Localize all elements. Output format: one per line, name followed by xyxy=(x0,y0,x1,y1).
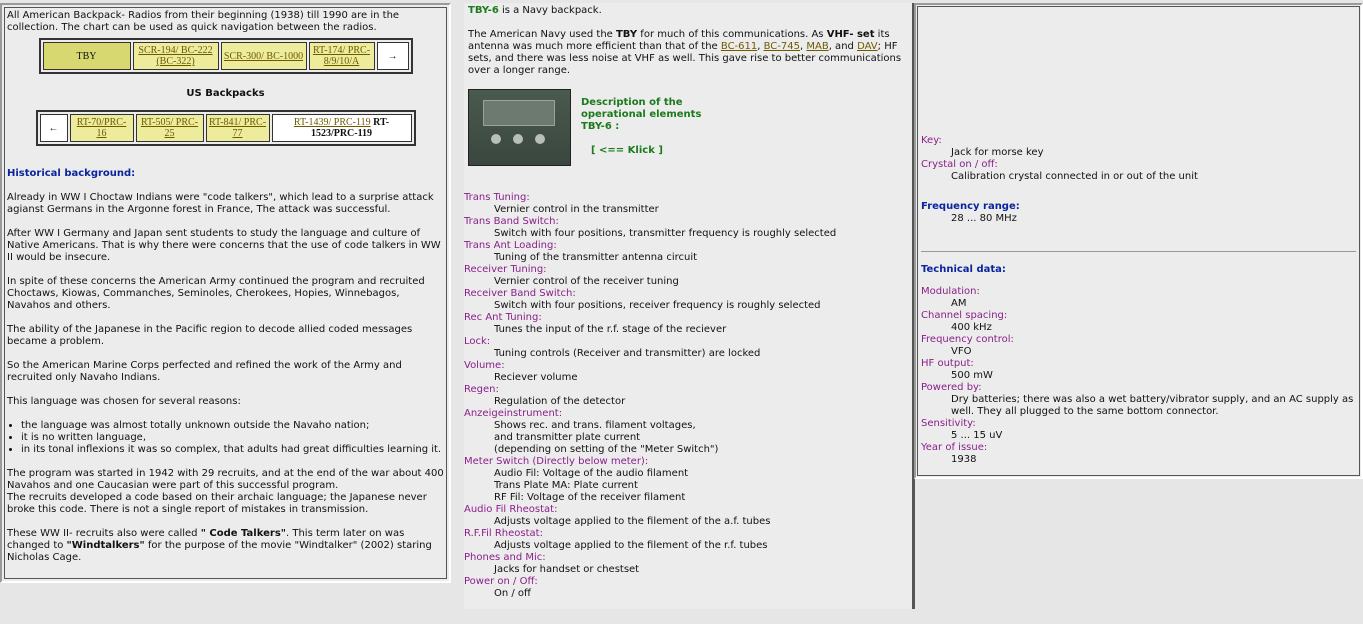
element-desc: AM xyxy=(951,298,967,309)
list-item: • the language was almost totally unknown outside the Navaho nation; xyxy=(21,420,444,432)
element-desc: Trans Plate MA: Plate current xyxy=(494,480,638,491)
element-label: Channel spacing: xyxy=(921,310,1008,321)
link-bc745[interactable]: BC-745 xyxy=(763,41,800,52)
element-label: Audio Fil Rheostat: xyxy=(464,504,558,515)
divider xyxy=(921,251,1356,252)
element-label: Modulation: xyxy=(921,286,980,297)
right-content xyxy=(917,6,1360,476)
element-label: Key: xyxy=(921,135,942,146)
backpacks-title: US Backpacks xyxy=(186,88,265,99)
element-label: Trans Tuning: xyxy=(464,192,530,203)
element-label: Sensitivity: xyxy=(921,418,976,429)
element-desc: 400 kHz xyxy=(951,322,992,333)
element-desc: Dry batteries; there was also a wet battery/vibrator supply, and an AC supply as well. They all plugged to the same bottom connector. xyxy=(951,394,1354,417)
element-desc: Tuning controls (Receiver and transmitter) are locked xyxy=(494,348,761,359)
intro-text: All American Backpack- Radios from their beginning (1938) till 1990 are in the collection. The chart can be used as quick navigation between the radios. xyxy=(7,10,400,33)
radio-description: The American Navy used the TBY for much of this communications. As VHF- set its antenna was much more efficient than that of the BC-611, BC-745, MAB, and DAV; HF sets, and there was less noise at VHF as well. This gave rise to better communications over a longer range. xyxy=(468,29,902,76)
image-caption xyxy=(581,97,711,157)
para-3: In spite of these concerns the American Army continued the program and recruited Choctaws, Kiowas, Commanches, Seminoles, Cherokees, Hopies, Winnebagos, Navahos and others. xyxy=(7,276,425,311)
element-desc: and transmitter plate current xyxy=(494,432,641,443)
image-block xyxy=(468,89,911,166)
historical-title: Historical background: xyxy=(7,168,136,179)
element-desc: 500 mW xyxy=(951,370,993,381)
element-label: Frequency control: xyxy=(921,334,1014,345)
element-desc: 5 ... 15 uV xyxy=(951,430,1003,441)
element-desc: Audio Fil: Voltage of the audio filament xyxy=(494,468,689,479)
element-desc: Adjusts voltage applied to the filement of the a.f. tubes xyxy=(494,516,771,527)
element-label: HF output: xyxy=(921,358,974,369)
freq-value: 28 ... 80 MHz xyxy=(951,213,1017,224)
element-label: Receiver Band Switch: xyxy=(464,288,576,299)
nav-scr194[interactable]: SCR-194/ BC-222 (BC-322) xyxy=(133,42,219,70)
nav-table-bottom xyxy=(36,110,416,146)
elements-list xyxy=(464,192,911,600)
element-desc: Calibration crystal connected in or out of the unit xyxy=(951,171,1198,182)
para-6: This language was chosen for several reasons: xyxy=(7,396,241,407)
nav-next-arrow-icon[interactable]: → xyxy=(377,42,409,70)
element-label: Regen: xyxy=(464,384,499,395)
radio-title: TBY-6 is a Navy backpack. xyxy=(468,5,602,16)
middle-frame[interactable] xyxy=(464,3,915,609)
element-label: Powered by: xyxy=(921,382,982,393)
nav-prev-arrow-icon[interactable]: ← xyxy=(40,114,68,142)
element-label: Anzeigeinstrument: xyxy=(464,408,563,419)
element-label: R.F.Fil Rheostat: xyxy=(464,528,543,539)
element-label: Meter Switch (Directly below meter): xyxy=(464,456,649,467)
element-label: Rec Ant Tuning: xyxy=(464,312,542,323)
nav-rt174[interactable]: RT-174/ PRC-8/9/10/A xyxy=(309,42,375,70)
nav-rt505[interactable]: RT-505/ PRC-25 xyxy=(136,114,204,142)
element-label: Trans Band Switch: xyxy=(464,216,559,227)
nav-scr300[interactable]: SCR-300/ BC-1000 xyxy=(221,42,307,70)
para-8: These WW II- recruits also were called " Code Talkers". This term later on was changed to "Windtalkers" for the purpose of the movie "Windtalker" (2002) staring Nicholas Cage. xyxy=(7,528,432,563)
element-label: Lock: xyxy=(464,336,491,347)
element-label: Crystal on / off: xyxy=(921,159,998,170)
para-5: So the American Marine Corps perfected and refined the work of the Army and recruited only Navaho Indians. xyxy=(7,360,402,383)
element-label: Receiver Tuning: xyxy=(464,264,547,275)
element-desc: On / off xyxy=(494,588,531,599)
element-desc: Switch with four positions, receiver frequency is roughly selected xyxy=(494,300,821,311)
element-desc: (depending on setting of the "Meter Switch") xyxy=(494,444,719,455)
element-label: Power on / Off: xyxy=(464,576,538,587)
radio-photo[interactable] xyxy=(468,89,571,166)
element-desc: Reciever volume xyxy=(494,372,578,383)
element-label: Trans Ant Loading: xyxy=(464,240,557,251)
list-item: • it is no written language, xyxy=(21,432,444,444)
para-1: Already in WW I Choctaw Indians were "code talkers", which lead to a surprise attack agianst Germans in the Argonne forest in France, The attack was successful. xyxy=(7,192,434,215)
left-content xyxy=(4,7,447,579)
para-7: The program was started in 1942 with 29 recruits, and at the end of the war about 400 Navahos and one Caucasian were part of this successful program. The recruits developed a code based on their archaic language; the Japanese never broke this code. There is not a single report of mistakes in transmission. xyxy=(7,468,444,515)
element-label: Year of issue: xyxy=(921,442,988,453)
element-desc: Regulation of the detector xyxy=(494,396,626,407)
element-desc: VFO xyxy=(951,346,972,357)
element-desc: Adjusts voltage applied to the filement of the r.f. tubes xyxy=(494,540,768,551)
klick-link[interactable]: [ <== Klick ] xyxy=(591,145,663,156)
freq-title: Frequency range: xyxy=(921,201,1020,212)
nav-rt70[interactable]: RT-70/PRC-16 xyxy=(70,114,134,142)
element-desc: Vernier control in the transmitter xyxy=(494,204,659,215)
link-dav[interactable]: DAV xyxy=(857,41,878,52)
element-desc: Tunes the input of the r.f. stage of the reciever xyxy=(494,324,727,335)
nav-table-top xyxy=(39,38,413,74)
left-frame[interactable] xyxy=(0,3,451,583)
middle-content xyxy=(464,3,915,600)
element-label: Phones and Mic: xyxy=(464,552,546,563)
right-frame[interactable] xyxy=(914,3,1363,479)
element-desc: Shows rec. and trans. filament voltages, xyxy=(494,420,696,431)
list-item: • in its tonal inflexions it was so complex, that adults had great difficulties learning it. xyxy=(21,444,444,456)
nav-rt1439[interactable]: RT-1439/ PRC-119 RT-1523/PRC-119 xyxy=(272,114,412,142)
tech-title: Technical data: xyxy=(921,264,1006,275)
link-bc611[interactable]: BC-611 xyxy=(720,41,758,52)
desc-text: Description of the operational elements TBY-6 : xyxy=(581,97,702,132)
element-desc: Vernier control of the receiver tuning xyxy=(494,276,679,287)
element-desc: RF Fil: Voltage of the receiver filament xyxy=(494,492,686,503)
link-mab[interactable]: MAB xyxy=(806,41,829,52)
element-desc: Jack for morse key xyxy=(951,147,1044,158)
right-top-items xyxy=(921,135,1356,183)
element-desc: Switch with four positions, transmitter frequency is roughly selected xyxy=(494,228,837,239)
nav-rt841[interactable]: RT-841/ PRC-77 xyxy=(206,114,270,142)
reasons-list xyxy=(7,420,444,456)
element-desc: 1938 xyxy=(951,454,977,465)
tech-list xyxy=(921,286,1356,466)
element-desc: Jacks for handset or chestset xyxy=(494,564,640,575)
element-desc: Tuning of the transmitter antenna circuit xyxy=(494,252,698,263)
para-2: After WW I Germany and Japan sent students to study the language and culture of Native Americans. That is why there were concerns that the use of code talkers in WW II would be insecure. xyxy=(7,228,441,263)
nav-tby[interactable]: TBY xyxy=(43,42,131,70)
element-label: Volume: xyxy=(464,360,505,371)
para-4: The ability of the Japanese in the Pacific region to decode allied coded messages became a problem. xyxy=(7,324,413,347)
